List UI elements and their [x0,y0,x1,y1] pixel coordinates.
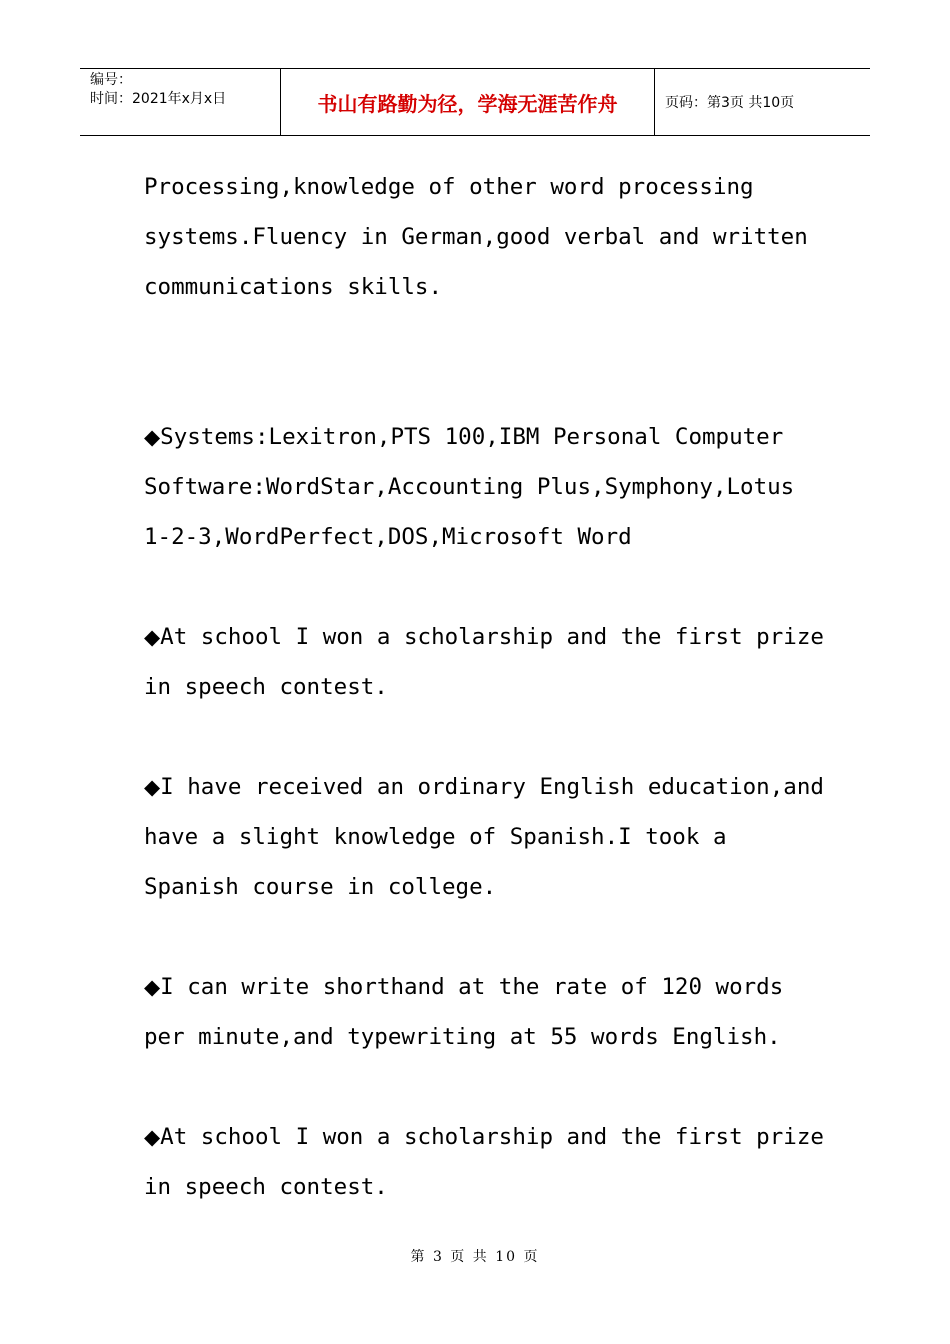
paragraph-3 [144,612,838,712]
page-footer: 第 3 页 共 10 页 [410,1249,540,1265]
page-header [80,68,870,136]
paragraph-5 [144,962,824,1062]
paragraph-text: At school I won a scholarship and the first prize in speech contest. [144,624,838,700]
paragraph-1 [144,162,824,312]
diamond-bullet-icon: ◆ [144,975,161,999]
paragraph-2 [144,412,824,562]
diamond-bullet-icon: ◆ [144,625,161,649]
diamond-bullet-icon: ◆ [144,1125,161,1149]
paragraph-text: At school I won a scholarship and the first prize in speech contest. [144,1124,838,1200]
document-body [144,162,838,1212]
paragraph-text: Systems:Lexitron,PTS 100,IBM Personal Computer Software:WordStar,Accounting Plus,Symphony,Lotus 1-2-3,WordPerfect,DOS,Microsoft Word [144,424,808,550]
diamond-bullet-icon: ◆ [144,775,161,799]
header-page-info: 页码：第3页 共10页 [665,95,795,111]
paragraph-text: I can write shorthand at the rate of 120 words per minute,and typewriting at 55 words English. [144,974,797,1050]
paragraph-text: Processing,knowledge of other word processing systems.Fluency in German,good verbal and written communications skills. [144,174,822,300]
header-number-label: 编号： [90,72,132,88]
header-time-label: 时间：2021年x月x日 [90,91,227,107]
header-meta [80,69,281,135]
paragraph-text: I have received an ordinary English education,and have a slight knowledge of Spanish.I took a Spanish course in college. [144,774,838,900]
diamond-bullet-icon: ◆ [144,425,161,449]
paragraph-4 [144,762,838,912]
header-motto: 书山有路勤为径，学海无涯苦作舟 [281,69,655,135]
paragraph-6 [144,1112,838,1212]
